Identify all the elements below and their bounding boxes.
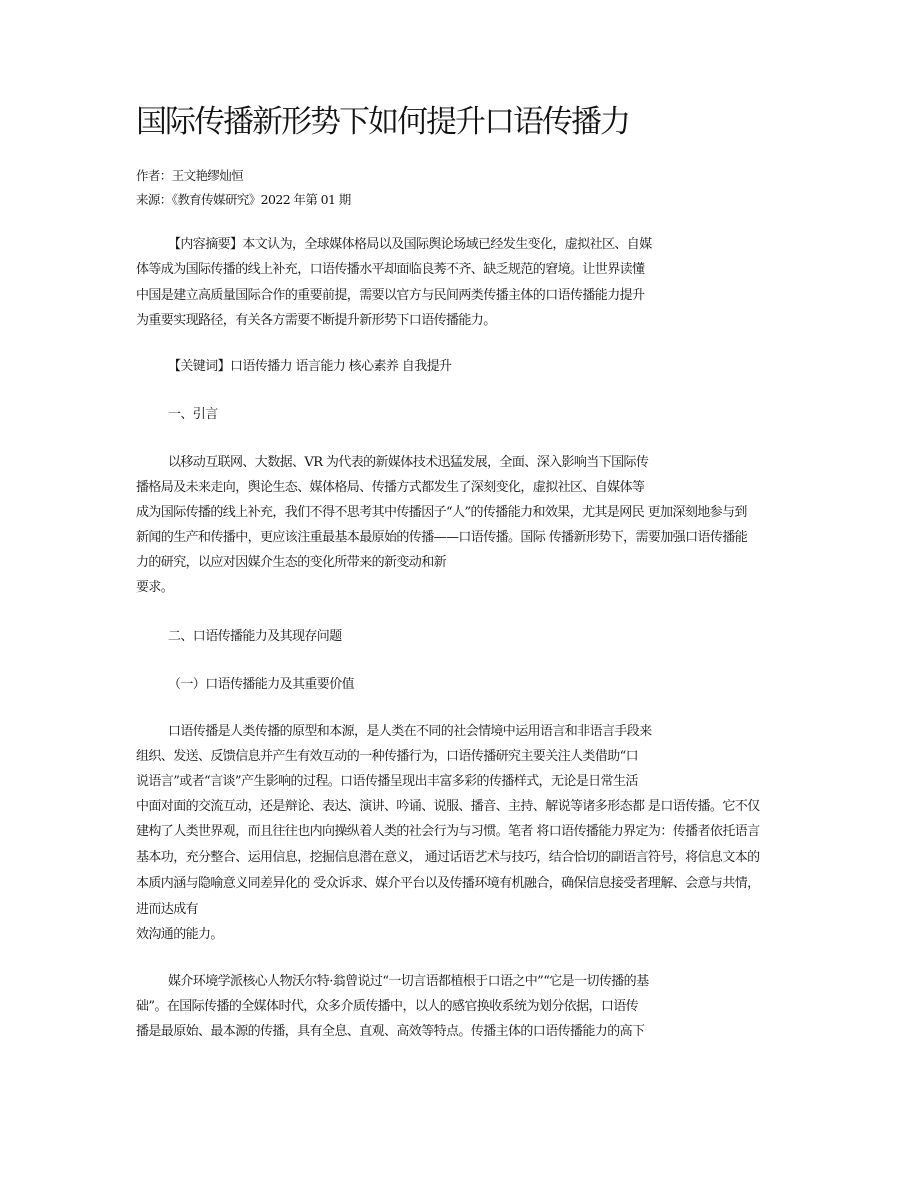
paragraph-line: 媒介环境学派核心人物沃尔特·翁曾说过“一切言语都植根于口语之中”“它是一切传播的基 <box>168 974 649 989</box>
subsection-heading: （一）口语传播能力及其重要价值 <box>168 677 355 692</box>
paragraph-line: 本质内涵与隐喻意义同差异化的 受众诉求、媒介平台以及传播环境有机融合，确保信息接受者理解、会意与共情， <box>136 876 760 891</box>
paragraph-line: 础”。在国际传播的全媒体时代，众多介质传播中，以人的感官换收系统为划分依据，口语传 <box>136 999 639 1014</box>
abstract-line: 体等成为国际传播的线上补充，口语传播水平却面临良莠不齐、缺乏规范的窘境。让世界读懂 <box>136 262 645 277</box>
keywords: 【关键词】口语传播力 语言能力 核心素养 自我提升 <box>168 359 452 374</box>
paragraph-line: 建构了人类世界观，而且往往也内向操纵着人类的社会行为与习惯。笔者 将口语传播能力界定为：传播者依托语言 <box>136 824 760 839</box>
paragraph-line: 力的研究，以应对因媒介生态的变化所带来的新变动和新 <box>136 555 447 570</box>
article-author: 作者：王文艳缪灿恒 <box>136 168 244 183</box>
paragraph-line: 新闻的生产和传播中，更应该注重最基本最原始的传播——口语传播。国际 传播新形势下，需要加强口语传播能 <box>136 530 748 545</box>
paragraph-line: 说语言”或者“言谈”产生影响的过程。口语传播呈现出丰富多彩的传播样式，无论是日常生活 <box>136 774 638 789</box>
paragraph-line: 成为国际传播的线上补充，我们不得不思考其中传播因子“人”的传播能力和效果，尤其是网民 更加深刻地参与到 <box>136 505 747 520</box>
abstract-line: 【内容摘要】本文认为，全球媒体格局以及国际舆论场域已经发生变化，虚拟社区、自媒 <box>168 237 652 252</box>
article-source: 来源：《教育传媒研究》2022 年第 01 期 <box>136 192 351 207</box>
abstract-line: 为重要实现路径，有关各方需要不断提升新形势下口语传播能力。 <box>136 313 496 328</box>
abstract-line: 中国是建立高质量国际合作的重要前提，需要以官方与民间两类传播主体的口语传播能力提升 <box>136 288 645 303</box>
paragraph-line: 要求。 <box>136 580 174 595</box>
paragraph-line: 进而达成有 <box>136 902 199 917</box>
paragraph-line: 播是最原始、最本源的传播，具有全息、直观、高效等特点。传播主体的口语传播能力的高下 <box>136 1024 645 1039</box>
paragraph-line: 以移动互联网、大数据、VR 为代表的新媒体技术迅猛发展，全面、深入影响当下国际传 <box>168 455 649 470</box>
paragraph-line: 中面对面的交流互动，还是辩论、表达、演讲、吟诵、说服、播音、主持、解说等诸多形态都 是口语传播。它不仅 <box>136 799 760 814</box>
paragraph-line: 播格局及未来走向，舆论生态、媒体格局、传播方式都发生了深刻变化，虚拟社区、自媒体等 <box>136 480 645 495</box>
paragraph-line: 基本功，充分整合、运用信息，挖掘信息潜在意义， 通过话语艺术与技巧，结合恰切的副语言符号，将信息文本的 <box>136 850 760 865</box>
section-heading: 一、引言 <box>168 407 218 422</box>
paragraph-line: 口语传播是人类传播的原型和本源，是人类在不同的社会情境中运用语言和非语言手段来 <box>168 724 652 739</box>
section-heading: 二、口语传播能力及其现存问题 <box>168 629 342 644</box>
paragraph-line: 效沟通的能力。 <box>136 927 223 942</box>
paragraph-line: 组织、发送、反馈信息并产生有效互动的一种传播行为，口语传播研究主要关注人类借助“口 <box>136 749 639 764</box>
article-title: 国际传播新形势下如何提升口语传播力 <box>136 104 629 140</box>
